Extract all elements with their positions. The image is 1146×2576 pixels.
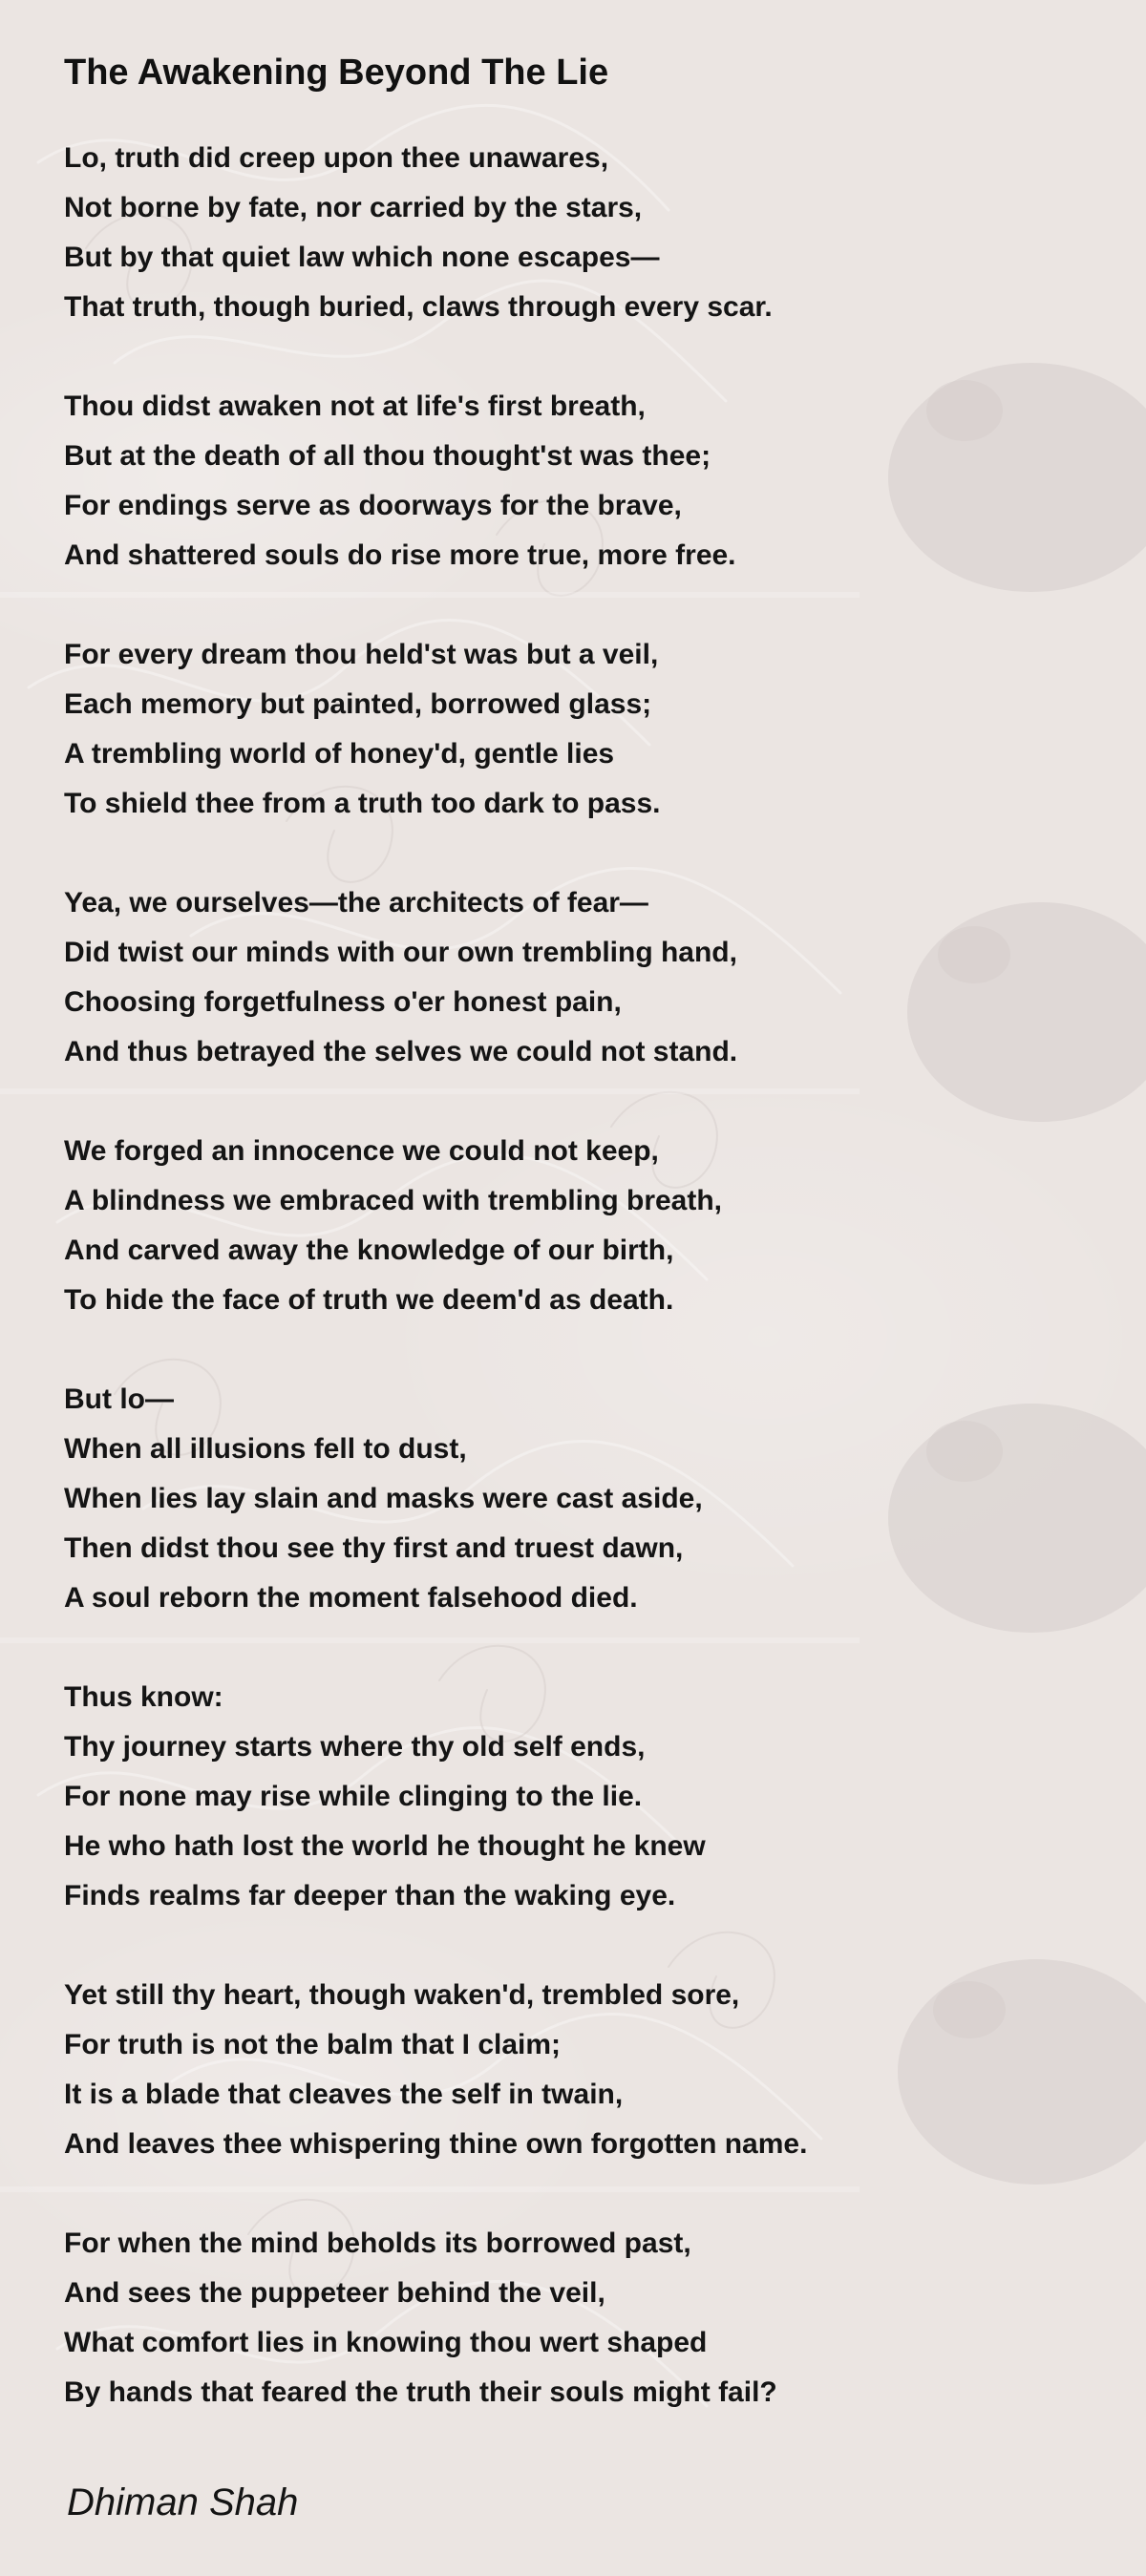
poem-line: For none may rise while clinging to the lie. <box>64 1781 643 1812</box>
poem-line: And thus betrayed the selves we could not stand. <box>64 1036 738 1067</box>
poem-line: Each memory but painted, borrowed glass; <box>64 688 652 720</box>
poem-line: Choosing forgetfulness o'er honest pain, <box>64 986 622 1018</box>
poem-line: And shattered souls do rise more true, more free. <box>64 539 736 571</box>
poem-line: A soul reborn the moment falsehood died. <box>64 1582 638 1614</box>
poem-line: A blindness we embraced with trembling breath, <box>64 1185 723 1216</box>
poem-stanza <box>64 630 1095 829</box>
poem-line: By hands that feared the truth their souls might fail? <box>64 2376 777 2408</box>
poem-line: It is a blade that cleaves the self in twain, <box>64 2079 624 2110</box>
poem-line: To shield thee from a truth too dark to pass. <box>64 788 661 819</box>
poem-line: For when the mind beholds its borrowed past, <box>64 2228 691 2259</box>
poem-line: Not borne by fate, nor carried by the stars, <box>64 192 643 223</box>
poem-line: For every dream thou held'st was but a veil, <box>64 639 659 670</box>
poem-line: Finds realms far deeper than the waking eye. <box>64 1880 676 1911</box>
poem-body <box>64 134 1095 2418</box>
poem-line: But at the death of all thou thought'st was thee; <box>64 440 711 472</box>
poem-stanza <box>64 2219 1095 2418</box>
poem-stanza <box>64 1127 1095 1325</box>
poem-line: And carved away the knowledge of our birth, <box>64 1235 674 1266</box>
poem-line: Lo, truth did creep upon thee unawares, <box>64 142 609 174</box>
poem-line: Thy journey starts where thy old self ends, <box>64 1731 646 1763</box>
poem-line: When lies lay slain and masks were cast aside, <box>64 1483 703 1514</box>
poem-stanza <box>64 382 1095 581</box>
poem-line: Did twist our minds with our own trembling hand, <box>64 937 737 968</box>
poem-line: Yea, we ourselves—the architects of fear— <box>64 887 648 918</box>
poem-line: For endings serve as doorways for the brave, <box>64 490 682 521</box>
poem-stanza <box>64 1673 1095 1921</box>
poem-line: We forged an innocence we could not keep, <box>64 1135 659 1167</box>
poem-line: For truth is not the balm that I claim; <box>64 2029 562 2060</box>
poem-line: But lo— <box>64 1383 174 1415</box>
poem-line: Yet still thy heart, though waken'd, trembled sore, <box>64 1979 740 2011</box>
poem-line: Thou didst awaken not at life's first breath, <box>64 391 646 422</box>
poem-stanza <box>64 878 1095 1077</box>
poem-line: That truth, though buried, claws through every scar. <box>64 291 773 323</box>
poem-author: Dhiman Shah <box>67 2481 299 2523</box>
poem-line: When all illusions fell to dust, <box>64 1433 467 1465</box>
poem-line: A trembling world of honey'd, gentle lies <box>64 738 615 770</box>
poem-line: He who hath lost the world he thought he knew <box>64 1830 706 1862</box>
poem-line: And leaves thee whispering thine own forgotten name. <box>64 2128 808 2160</box>
poem-line: Thus know: <box>64 1681 223 1713</box>
poem-line: To hide the face of truth we deem'd as death. <box>64 1284 674 1316</box>
poem-title: The Awakening Beyond The Lie <box>64 53 609 93</box>
poem-container <box>64 48 1095 2467</box>
poem-line: But by that quiet law which none escapes— <box>64 242 660 273</box>
poem-line: What comfort lies in knowing thou wert shaped <box>64 2327 708 2358</box>
poem-stanza <box>64 1375 1095 1623</box>
poem-line: Then didst thou see thy first and truest dawn, <box>64 1532 684 1564</box>
poem-stanza <box>64 134 1095 332</box>
poem-line: And sees the puppeteer behind the veil, <box>64 2277 605 2309</box>
poem-stanza <box>64 1971 1095 2169</box>
